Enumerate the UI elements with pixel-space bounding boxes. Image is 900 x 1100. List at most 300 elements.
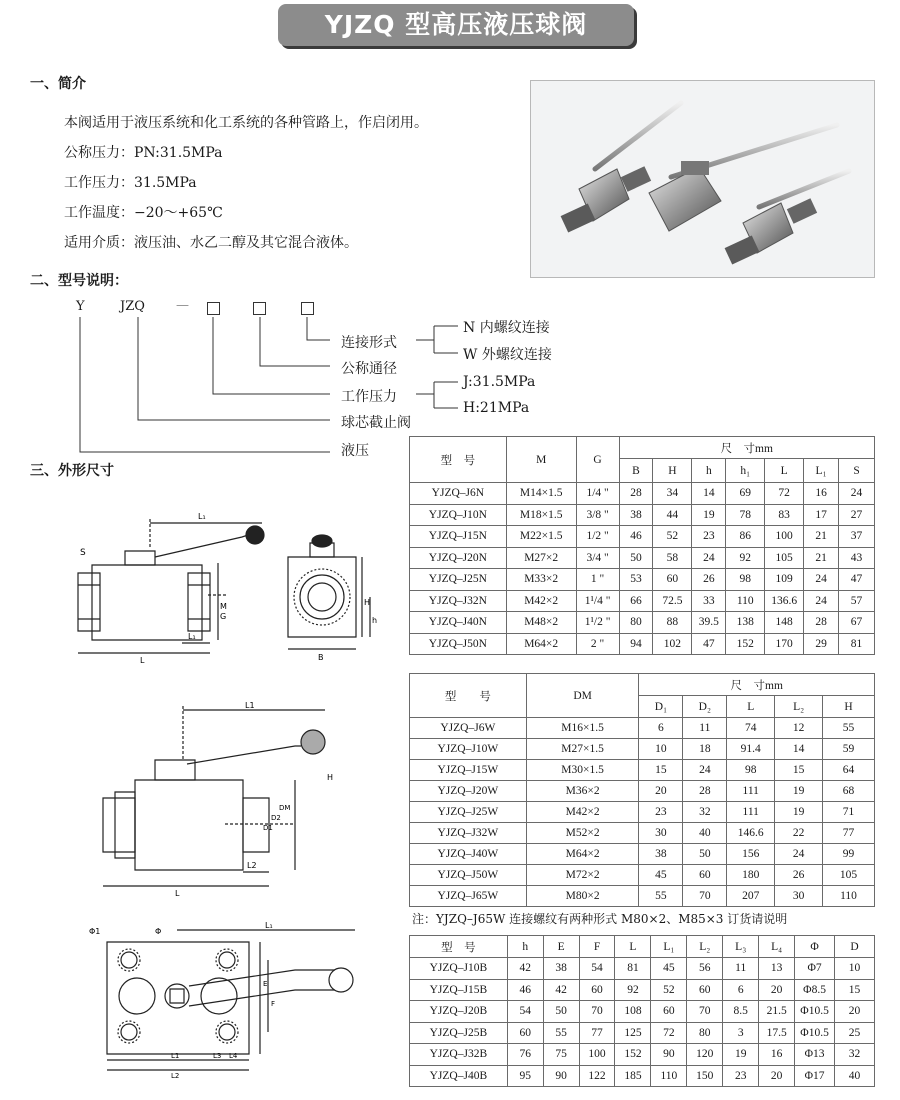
valves-image [531,81,874,277]
drawing-external-thread [95,700,370,900]
table-cell: 40 [683,823,727,844]
table-cell: M42×2 [506,590,576,612]
table-cell: 28 [804,612,839,634]
header-m: M [506,437,576,483]
intro-line: 本阀适用于液压系统和化工系统的各种管路上，作启闭用。 [64,115,428,131]
table-cell: 74 [727,718,775,739]
model-dash: — [176,298,189,313]
table-row [410,612,875,634]
table-cell: 3/4 " [576,547,619,569]
column-header: L [765,459,804,483]
dim-phi1: Φ1 [89,927,101,936]
table-cell: 83 [765,504,804,526]
table-cell: YJZQ–J20B [410,1001,508,1023]
table-cell: 105 [765,547,804,569]
table-row [410,760,875,781]
table-cell: 8.5 [723,1001,759,1023]
table-cell: M30×1.5 [526,760,639,781]
pressure-j: J:31.5MPa [463,374,536,390]
table-cell: 21 [804,526,839,548]
drawing-internal-thread [70,505,380,665]
dim-e: E [263,980,268,988]
table-cell: YJZQ–J32W [410,823,527,844]
table-cell: 185 [615,1065,651,1087]
page-title: YJZQ 型高压液压球阀 [278,4,634,46]
table-cell: 52 [651,979,687,1001]
table-cell: M48×2 [506,612,576,634]
table-cell: YJZQ–J10B [410,958,508,980]
table-row [410,958,875,980]
table-cell: 55 [823,718,875,739]
column-header: L [727,696,775,718]
table-row [410,865,875,886]
table-cell: 78 [726,504,765,526]
order-note: 注：YJZQ–J65W 连接螺纹有两种形式 M80×2、M85×3 订货请说明 [412,912,788,926]
table-cell: 50 [683,844,727,865]
table-cell: 77 [579,1022,615,1044]
table-cell: M14×1.5 [506,483,576,505]
table-cell: 94 [619,633,653,655]
table-cell: 1/4 " [576,483,619,505]
table-cell: YJZQ–J25W [410,802,527,823]
table-cell: M22×1.5 [506,526,576,548]
table-cell: M52×2 [526,823,639,844]
column-header: h [692,459,726,483]
dims-heading: 三、外形尺寸 [30,463,114,479]
table-cell: YJZQ–J6W [410,718,527,739]
table-cell: 17.5 [759,1022,795,1044]
table-cell: 20 [759,1065,795,1087]
header-model: 型 号 [410,674,527,718]
drawing-plate-type [85,920,370,1080]
table-cell: 72 [765,483,804,505]
table-cell: 3/8 " [576,504,619,526]
table-cell: 100 [765,526,804,548]
table-cell: 72.5 [653,590,692,612]
table-cell: Φ8.5 [795,979,835,1001]
product-photo [530,80,875,278]
table-cell: 108 [615,1001,651,1023]
dim-h-upper: H [364,598,371,607]
table-cell: 102 [653,633,692,655]
table-cell: 95 [507,1065,543,1087]
table-cell: 138 [726,612,765,634]
table-cell: 110 [726,590,765,612]
dim-b: B [318,653,324,662]
table-cell: 38 [543,958,579,980]
table-cell: M18×1.5 [506,504,576,526]
table-row [410,979,875,1001]
spec-table-b [409,935,875,1087]
table-cell: 64 [823,760,875,781]
table-cell: M72×2 [526,865,639,886]
table-cell: YJZQ–J15B [410,979,508,1001]
table-cell: M27×2 [506,547,576,569]
column-header: h [507,936,543,958]
table-cell: 22 [775,823,823,844]
dim-l1: L1 [245,701,255,710]
table-cell: 23 [639,802,683,823]
table-cell: 28 [683,781,727,802]
table-cell: 21 [804,547,839,569]
table-cell: 19 [692,504,726,526]
table-cell: 52 [653,526,692,548]
table-cell: 69 [726,483,765,505]
intro-line: 适用介质：液压油、水乙二醇及其它混合液体。 [64,235,358,251]
table-cell: 70 [579,1001,615,1023]
table-cell: 60 [653,569,692,591]
dim-h: H [327,773,334,782]
column-header: L₄ [759,936,795,958]
table-cell: M80×2 [526,886,639,907]
label-ball-valve: 球芯截止阀 [341,415,411,431]
table-cell: 81 [839,633,875,655]
table-cell: Φ17 [795,1065,835,1087]
column-header: L₂ [687,936,723,958]
table-cell: 76 [507,1044,543,1066]
table-cell: 11 [683,718,727,739]
table-cell: 46 [507,979,543,1001]
label-bore: 公称通径 [341,361,397,377]
dim-s: S [80,548,86,558]
table-cell: 60 [687,979,723,1001]
table-cell: 12 [775,718,823,739]
table-cell: YJZQ–J20N [410,547,507,569]
table-cell: 60 [507,1022,543,1044]
table-cell: 19 [775,802,823,823]
table-cell: M36×2 [526,781,639,802]
table-cell: 3 [723,1022,759,1044]
header-g: G [576,437,619,483]
table-cell: 66 [619,590,653,612]
dim-phi: Φ [155,927,162,936]
dim-l1-top: L₁ [198,512,206,521]
table-cell: 28 [619,483,653,505]
header-dimensions: 尺 寸mm [619,437,874,459]
table-row [410,1022,875,1044]
table-cell: 26 [775,865,823,886]
table-cell: 11 [723,958,759,980]
table-cell: 20 [639,781,683,802]
table-cell: YJZQ–J32N [410,590,507,612]
table-cell: M42×2 [526,802,639,823]
table-cell: YJZQ–J10N [410,504,507,526]
table-cell: 180 [727,865,775,886]
intro-line: 工作温度：−20～+65℃ [64,205,223,221]
table-cell: 111 [727,781,775,802]
table-cell: 125 [615,1022,651,1044]
table-cell: YJZQ–J40N [410,612,507,634]
table-cell: 60 [683,865,727,886]
table-cell: 60 [579,979,615,1001]
dim-l1: L1 [171,1052,180,1060]
table-cell: 24 [775,844,823,865]
table-cell: 23 [692,526,726,548]
table-cell: 13 [759,958,795,980]
table-cell: YJZQ–J32B [410,1044,508,1066]
label-connection: 连接形式 [341,335,397,351]
table-cell: 92 [615,979,651,1001]
dim-l4: L4 [229,1052,238,1060]
table-cell: 55 [639,886,683,907]
table-cell: 20 [759,979,795,1001]
table-cell: M16×1.5 [526,718,639,739]
column-header: D₂ [683,696,727,718]
table-cell: 47 [839,569,875,591]
table-row [410,547,875,569]
table-cell: 67 [839,612,875,634]
table-row [410,569,875,591]
column-header: D₁ [639,696,683,718]
column-header: 型 号 [410,936,508,958]
table-cell: 14 [692,483,726,505]
column-header: L₁ [651,936,687,958]
table-cell: 40 [835,1065,875,1087]
model-heading: 二、型号说明： [30,273,128,289]
intro-line: 公称压力：PN:31.5MPa [64,145,223,161]
dim-l1: L₁ [188,632,196,641]
table-row [410,1065,875,1087]
table-cell: 91.4 [727,739,775,760]
table-cell: 75 [543,1044,579,1066]
table-cell: 110 [651,1065,687,1087]
table-cell: 170 [765,633,804,655]
dim-l: L [140,656,145,665]
table-cell: 34 [653,483,692,505]
column-header: B [619,459,653,483]
table-cell: YJZQ–J40B [410,1065,508,1087]
table-cell: 17 [804,504,839,526]
spec-table-n [409,436,875,655]
connection-external: W 外螺纹连接 [463,347,552,363]
table-cell: 53 [619,569,653,591]
table-cell: 70 [683,886,727,907]
column-header: L₁ [804,459,839,483]
header-dm: DM [526,674,639,718]
table-row [410,1044,875,1066]
table-row [410,718,875,739]
table-cell: 150 [687,1065,723,1087]
table-row [410,823,875,844]
table-row [410,886,875,907]
table-cell: YJZQ–J50W [410,865,527,886]
table-cell: 55 [543,1022,579,1044]
table-cell: 88 [653,612,692,634]
table-cell: Φ7 [795,958,835,980]
header-model: 型 号 [410,437,507,483]
table-cell: 32 [835,1044,875,1066]
column-header: L₂ [775,696,823,718]
table-cell: 24 [683,760,727,781]
table-row [410,1001,875,1023]
label-hydraulic: 液压 [341,443,369,459]
column-header: F [579,936,615,958]
dim-d1: D1 [263,824,273,832]
table-row [410,844,875,865]
dim-l: L [175,889,180,898]
table-cell: 122 [579,1065,615,1087]
table-cell: 26 [692,569,726,591]
table-cell: 57 [839,590,875,612]
table-cell: 80 [619,612,653,634]
table-cell: 156 [727,844,775,865]
column-header: Φ [795,936,835,958]
table-cell: 100 [579,1044,615,1066]
table-cell: 72 [651,1022,687,1044]
table-cell: 86 [726,526,765,548]
table-cell: M64×2 [526,844,639,865]
table-cell: YJZQ–J15W [410,760,527,781]
table-row [410,483,875,505]
table-cell: 37 [839,526,875,548]
table-cell: 120 [687,1044,723,1066]
dim-l2: L2 [171,1072,180,1080]
table-cell: 45 [639,865,683,886]
table-cell: 10 [639,739,683,760]
table-cell: 16 [804,483,839,505]
table-cell: Φ10.5 [795,1001,835,1023]
table-cell: 20 [835,1001,875,1023]
table-cell: 50 [619,547,653,569]
table-cell: 30 [775,886,823,907]
table-row [410,739,875,760]
table-cell: YJZQ–J50N [410,633,507,655]
table-cell: 60 [651,1001,687,1023]
table-cell: 105 [823,865,875,886]
table-row [410,633,875,655]
table-cell: YJZQ–J65W [410,886,527,907]
table-cell: YJZQ–J15N [410,526,507,548]
table-cell: 25 [835,1022,875,1044]
table-cell: 99 [823,844,875,865]
table-cell: 146.6 [727,823,775,844]
dim-l2: L2 [247,861,257,870]
table-cell: 136.6 [765,590,804,612]
table-cell: 98 [727,760,775,781]
column-header: h₁ [726,459,765,483]
dim-l-top: L₁ [265,921,273,930]
table-cell: 6 [723,979,759,1001]
dim-g: G [220,612,227,621]
table-cell: 98 [726,569,765,591]
table-cell: YJZQ–J25B [410,1022,508,1044]
table-cell: 46 [619,526,653,548]
table-cell: 15 [775,760,823,781]
table-cell: 15 [639,760,683,781]
column-header: L₃ [723,936,759,958]
table-cell: 59 [823,739,875,760]
column-header: S [839,459,875,483]
table-cell: 68 [823,781,875,802]
table-cell: 70 [687,1001,723,1023]
table-cell: 39.5 [692,612,726,634]
table-cell: 50 [543,1001,579,1023]
table-cell: 42 [507,958,543,980]
column-header: H [653,459,692,483]
table-cell: 30 [639,823,683,844]
table-cell: 71 [823,802,875,823]
intro-text [64,108,428,258]
connection-internal: N 内螺纹连接 [463,320,550,336]
column-header: E [543,936,579,958]
table-cell: 24 [804,569,839,591]
table-cell: 111 [727,802,775,823]
table-cell: YJZQ–J20W [410,781,527,802]
column-header: H [823,696,875,718]
table-cell: 152 [726,633,765,655]
table-cell: 15 [835,979,875,1001]
table-cell: 81 [615,958,651,980]
table-cell: 42 [543,979,579,1001]
table-cell: 16 [759,1044,795,1066]
table-cell: 1 " [576,569,619,591]
table-cell: 33 [692,590,726,612]
table-cell: Φ10.5 [795,1022,835,1044]
table-cell: 10 [835,958,875,980]
table-cell: 90 [543,1065,579,1087]
table-cell: 90 [651,1044,687,1066]
table-row [410,781,875,802]
table-cell: YJZQ–J25N [410,569,507,591]
dim-h-lower: h [372,616,378,625]
table-cell: 24 [804,590,839,612]
table-cell: 1¹/4 " [576,590,619,612]
table-cell: 54 [579,958,615,980]
table-cell: 1/2 " [576,526,619,548]
dim-m: M [220,602,227,611]
label-pressure: 工作压力 [341,389,397,405]
model-code-y: Y [76,299,85,314]
table-cell: 152 [615,1044,651,1066]
table-cell: 56 [687,958,723,980]
table-cell: 18 [683,739,727,760]
table-cell: M27×1.5 [526,739,639,760]
table-cell: 110 [823,886,875,907]
table-cell: 58 [653,547,692,569]
column-header: L [615,936,651,958]
table-cell: YJZQ–J40W [410,844,527,865]
dim-d2: D2 [271,814,281,822]
table-cell: 27 [839,504,875,526]
table-cell: 2 " [576,633,619,655]
header-dimensions: 尺 寸mm [639,674,875,696]
dim-f: F [271,1000,276,1008]
dim-l3: L3 [213,1052,222,1060]
column-header: D [835,936,875,958]
table-cell: YJZQ–J6N [410,483,507,505]
table-cell: 24 [692,547,726,569]
table-cell: 14 [775,739,823,760]
table-cell: 47 [692,633,726,655]
table-cell: YJZQ–J10W [410,739,527,760]
table-cell: 77 [823,823,875,844]
table-cell: 29 [804,633,839,655]
table-cell: M64×2 [506,633,576,655]
table-row [410,504,875,526]
table-cell: 45 [651,958,687,980]
table-row [410,802,875,823]
table-cell: M33×2 [506,569,576,591]
table-cell: 19 [723,1044,759,1066]
spec-table-w [409,673,875,907]
table-cell: 1¹/2 " [576,612,619,634]
table-cell: 38 [619,504,653,526]
intro-line: 工作压力：31.5MPa [64,175,197,191]
table-row [410,526,875,548]
table-cell: 54 [507,1001,543,1023]
model-code-jzq: JZQ [120,299,145,314]
table-cell: 207 [727,886,775,907]
